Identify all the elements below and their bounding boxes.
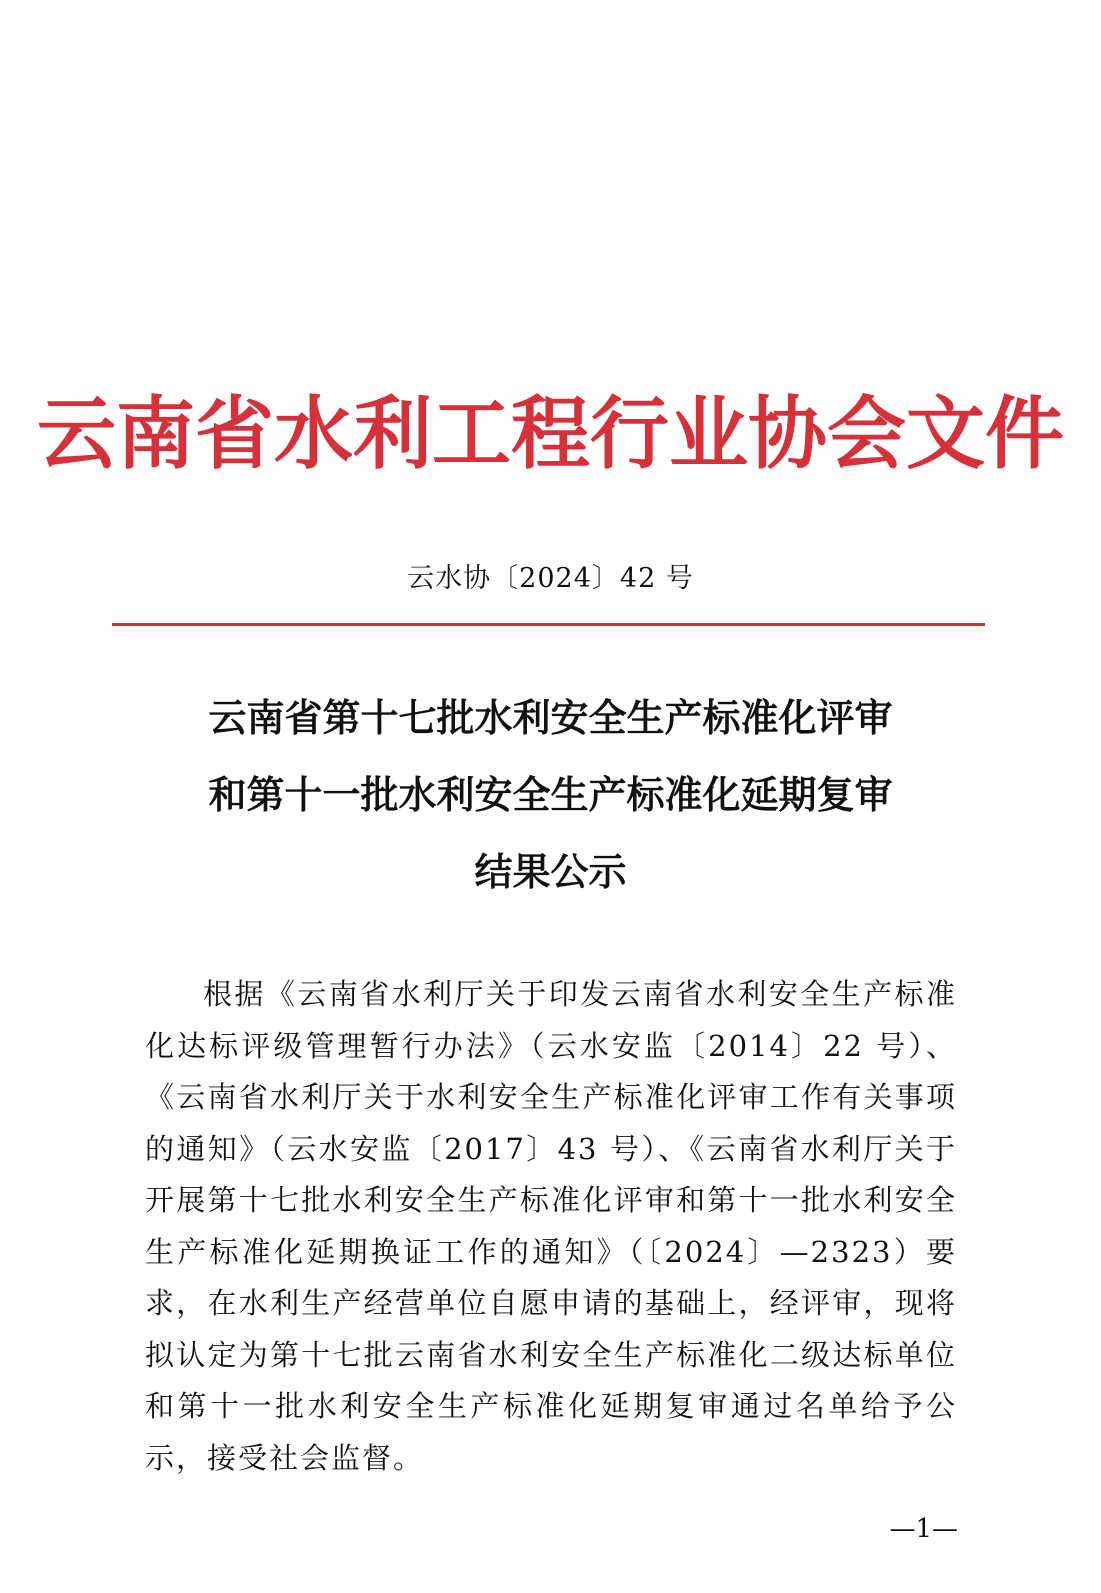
header-divider-line [112,623,985,626]
title-line-2: 和第十一批水利安全生产标准化延期复审 [208,773,893,817]
title-line-3: 结果公示 [474,850,627,894]
page-number: —1— [889,1514,958,1544]
document-number: 云水协〔2024〕42 号 [407,563,694,594]
title-line-1: 云南省第十七批水利安全生产标准化评审 [208,696,893,740]
org-header-title: 云南省水利工程行业协会文件 [37,387,1064,480]
document-title [0,688,1101,919]
body-paragraph: 根据《云南省水利厅关于印发云南省水利安全生产标准化达标评级管理暂行办法》（云水安监〔2014〕22 号）、《云南省水利厅关于水利安全生产标准化评审工作有关事项的通知》（云水安监〔2017〕43 号）、《云南省水利厅关于开展第十七批水利安全生产标准化评审和第十一批水利安全生产标准化延期换证工作的通知》（〔2024〕—2323）要求，在水利生产经营单位自愿申请的基础上，经评审，现将拟认定为第十七批云南省水利安全生产标准化二级达标单位和第十一批水利安全生产标准化延期复审通过名单给予公示，接受社会监督。 [145,977,957,1475]
